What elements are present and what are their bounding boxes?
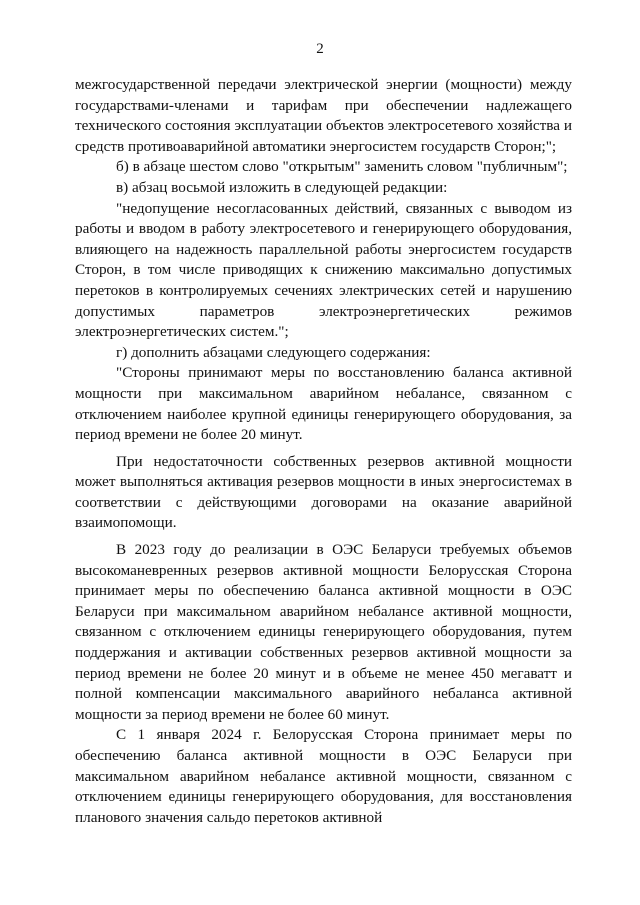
paragraph-item-b: б) в абзаце шестом слово "открытым" заменить словом "публичным";	[116, 158, 568, 176]
paragraph-item-g: г) дополнить абзацами следующего содержания:	[116, 343, 431, 361]
paragraph-reserve-activation: При недостаточности собственных резервов активной мощности может выполняться активация резервов мощности в иных энергосистемах в соответствии с действующими договорами на оказание аварийной взаимопомощи.	[75, 452, 572, 532]
paragraph-2024-measures: С 1 января 2024 г. Белорусская Сторона принимает меры по обеспечению баланса активной мощности в ОЭС Беларуси при максимальном аварийном небалансе активной мощности, связанном с отключением единицы генерирующего оборудования, для восстановления планового значения сальдо перетоков активной	[75, 726, 572, 826]
paragraph-continuation: межгосударственной передачи электрической энергии (мощности) между государствами-членами и тарифам при обеспечении надлежащего технического состояния эксплуатации объектов электросетевого хозяйства и средств противоаварийной автоматики энергосистем государств Сторон;";	[75, 76, 572, 155]
paragraph-item-v: в) абзац восьмой изложить в следующей редакции:	[116, 178, 448, 196]
paragraph-quoted-text: "недопущение несогласованных действий, связанных с выводом из работы и вводом в работу электросетевого и генерирующего оборудования, влияющего на надежность параллельной работы энергосистем государств Сторон, в том числе приводящих к снижению максимально допустимых перетоков в контролируемых сечениях электрических сетей и нарушению допустимых параметров электроэнергетических режимов электроэнергетических систем.";	[75, 199, 572, 341]
paragraph-balance-restoration: "Стороны принимают меры по восстановлению баланса активной мощности при максимальном аварийном небалансе, связанном с отключением наиболее крупной единицы генерирующего оборудования, за период времени не более 20 минут.	[75, 364, 572, 444]
document-body	[75, 75, 572, 828]
paragraph-2023-measures: В 2023 году до реализации в ОЭС Беларуси требуемых объемов высокоманевренных резервов активной мощности Белорусская Сторона принимает меры по обеспечению баланса активной мощности в ОЭС Беларуси при максимальном аварийном небалансе активной мощности, связанном с отключением единицы генерирующего оборудования, путем поддержания и активации собственных резервов активной мощности за период времени не более 20 минут и в объеме не менее 450 мегаватт и полной компенсации максимального аварийного небаланса активной мощности за период времени не более 60 минут.	[75, 541, 572, 723]
page-number: 2	[316, 41, 324, 57]
